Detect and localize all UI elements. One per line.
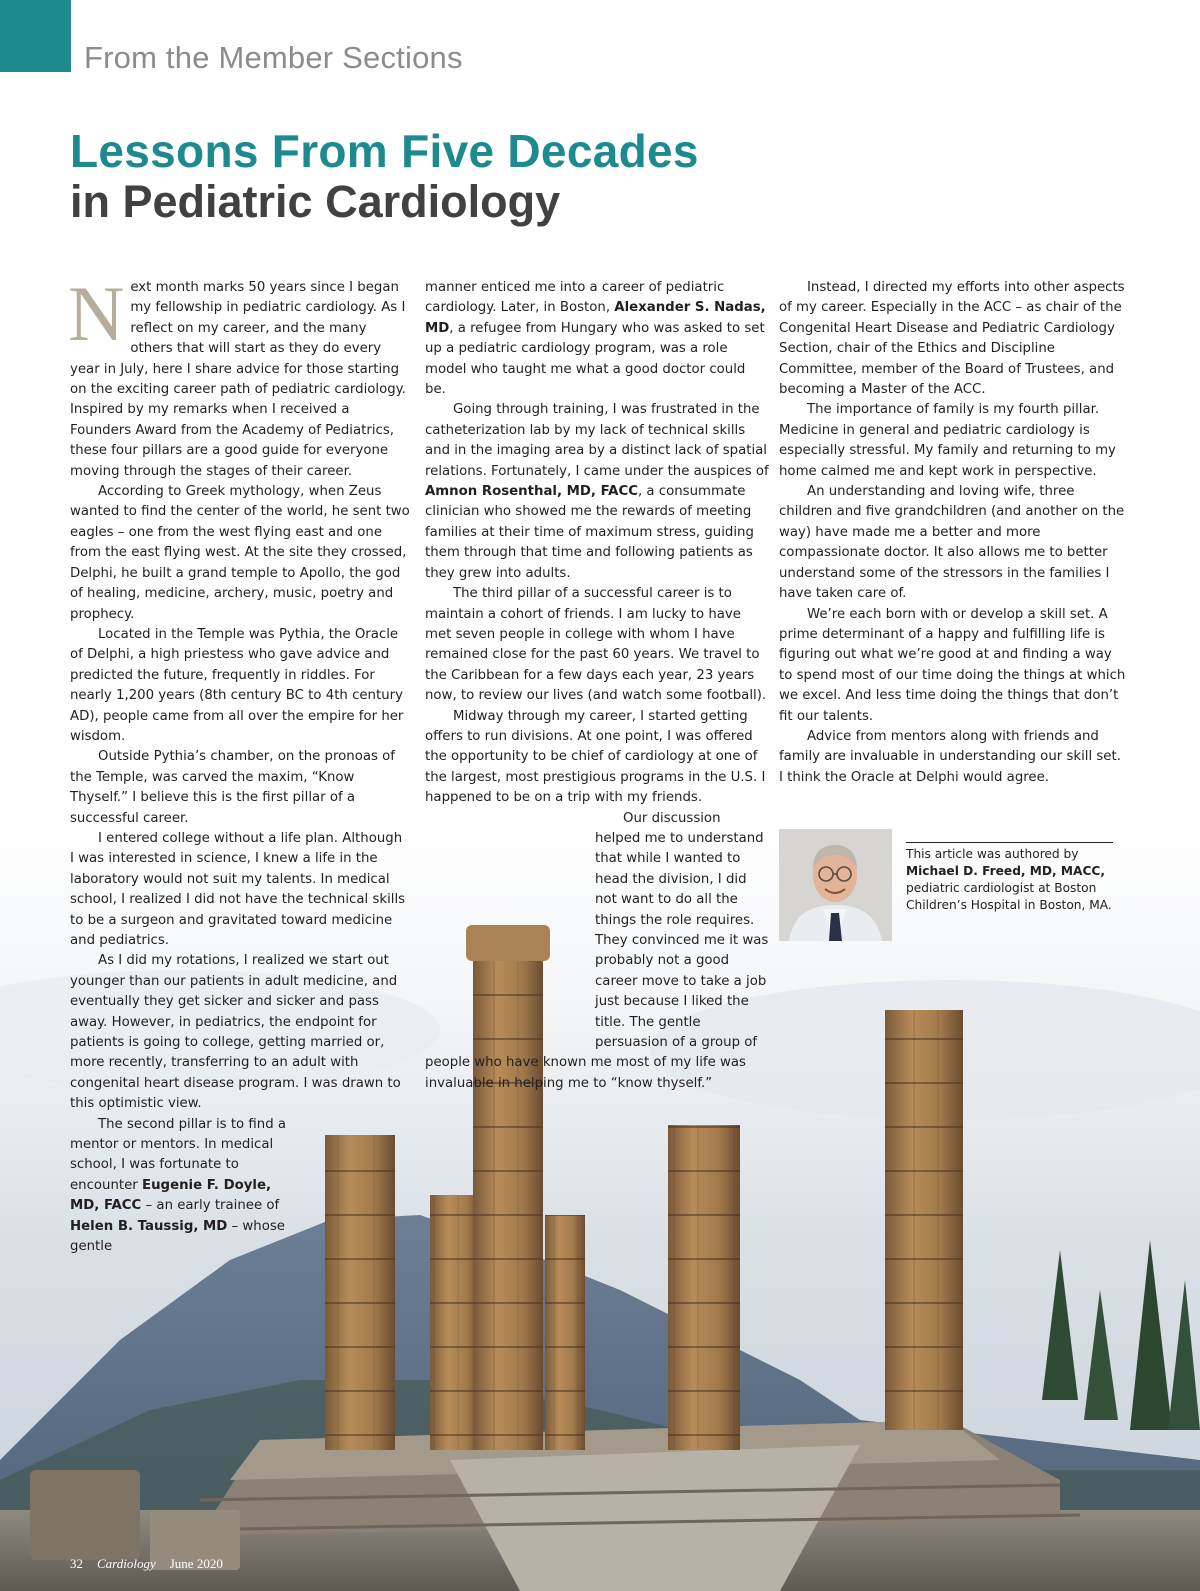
paragraph: Our discussion helped me to understand that while I wanted to head the division, I did not want to do all the things the role requires. They convinced me it was probably not a good career move to take a job just because I liked the title. The gentle persuasion of a group of people who have known me most of my life was invaluable in helping me to “know thyself.” <box>425 810 769 1091</box>
paragraph: As I did my rotations, I realized we start out younger than our patients in adult medicine, and eventually they get sicker and sicker and pass away. However, in pediatrics, the endpoint for patients is going to college, getting married or, more recently, transferring to an adult with congenital heart disease program. I was drawn to this optimistic view. <box>70 953 401 1112</box>
author-portrait-icon <box>779 829 892 941</box>
mentor-name: Helen B. Taussig, MD <box>70 1218 228 1234</box>
paragraph: We’re each born with or develop a skill set. A prime determinant of a happy and fulfilling life is figuring out what we’re good at and finding a way to spend most of our time doing the things at which we excel. And less time doing the things that don’t fit our talents. <box>779 606 1126 724</box>
article-subtitle: in Pediatric Cardiology <box>70 176 561 227</box>
paragraph: According to Greek mythology, when Zeus wanted to find the center of the world, he sent two eagles – one from the west flying east and one from the east flying west. At the site they crossed, Delphi, he built a grand temple to Apollo, the god of healing, medicine, archery, music, poetry and prophecy. <box>70 484 410 622</box>
paragraph: I entered college without a life plan. Although I was interested in science, I knew a life in the laboratory would not suit my talents. In medical school, I realized I did not have the technical skills to be a surgeon and gravitated toward medicine and pediatrics. <box>70 830 406 948</box>
mentor-name: Alexander S. Nadas, MD <box>425 300 766 336</box>
author-credit <box>906 846 1121 914</box>
article-column-3 <box>779 278 1129 788</box>
author-intro: This article was authored by <box>906 847 1079 861</box>
paragraph: An understanding and loving wife, three children and five grandchildren (and another on the way) have made me a better and more compassionate doctor. It also allows me to better understand some of the stressors in the families I have taken care of. <box>779 484 1125 602</box>
paragraph: Next month marks 50 years since I began my fellowship in pediatric cardiology. As I reflect on my career, and the many others that will start as they do every year in July, here I share advice for those starting on the exciting career path of pediatric cardiology. Inspired by my remarks when I received a Founders Award from the Academy of Pediatrics, these four pillars are a good guide for everyone moving through the stages of their career. <box>68 270 406 479</box>
paragraph: manner enticed me into a career of pediatric cardiology. Later, in Boston, Alexander S. Nadas, MD, a refugee from Hungary who was asked to set up a pediatric cardiology program, was a role model who taught me what a good doctor could be. <box>425 280 766 398</box>
page-footer <box>70 1556 223 1572</box>
drop-cap: N <box>68 270 125 357</box>
article-column-2 <box>425 278 770 1094</box>
author-photo <box>779 829 892 941</box>
magazine-name: Cardiology <box>97 1556 156 1571</box>
section-color-tab <box>0 0 71 72</box>
paragraph: Midway through my career, I started getting offers to run divisions. At one point, I was offered the opportunity to be chief of cardiology at one of the largest, most prestigious programs in the U.S. I happened to be on a trip with my friends. <box>425 708 766 806</box>
mentor-name: Amnon Rosenthal, MD, FACC <box>425 484 638 500</box>
page-number: 32 <box>70 1556 83 1571</box>
author-role: pediatric cardiologist at Boston Children’s Hospital in Boston, MA. <box>906 881 1112 912</box>
issue-date: June 2020 <box>169 1556 223 1571</box>
paragraph: Going through training, I was frustrated in the catheterization lab by my lack of technical skills and in the imaging area by a distinct lack of spatial relations. Fortunately, I came under the auspices of Amnon Rosenthal, MD, FACC, a consummate clinician who showed me the rewards of meeting families at their time of maximum stress, guiding them through that time and following patients as they grew into adults. <box>425 402 769 581</box>
paragraph: The second pillar is to find a mentor or mentors. In medical school, I was fortunate to encounter Eugenie F. Doyle, MD, FACC – an early trainee of Helen B. Taussig, MD – whose gentle <box>70 1116 287 1255</box>
mentor-name: Eugenie F. Doyle, MD, FACC <box>70 1177 272 1214</box>
author-name: Michael D. Freed, MD, MACC, <box>906 864 1105 878</box>
paragraph: The third pillar of a successful career is to maintain a cohort of friends. I am lucky to have met seven people in college with whom I have remained close for the past 60 years. We travel to the Caribbean for a few days each year, 23 years now, to review our lives (and watch some football). <box>425 586 767 704</box>
author-divider <box>906 842 1113 843</box>
paragraph: Advice from mentors along with friends and family are invaluable in understanding our skill set. I think the Oracle at Delphi would agree. <box>779 728 1121 785</box>
paragraph: The importance of family is my fourth pillar. Medicine in general and pediatric cardiology is especially stressful. My family and returning to my home calmed me and kept work in perspective. <box>779 402 1116 479</box>
paragraph: Instead, I directed my efforts into other aspects of my career. Especially in the ACC – as chair of the Congenital Heart Disease and Pediatric Cardiology Section, chair of the Ethics and Discipline Committee, member of the Board of Trustees, and becoming a Master of the ACC. <box>779 280 1125 398</box>
article-title: Lessons From Five Decades <box>70 125 699 177</box>
paragraph: Located in the Temple was Pythia, the Oracle of Delphi, a high priestess who gave advice and predicted the future, frequently in riddles. For nearly 1,200 years (8th century BC to 4th century AD), people came from all over the empire for her wisdom. <box>70 626 404 744</box>
paragraph: Outside Pythia’s chamber, on the pronoas of the Temple, was carved the maxim, “Know Thyself.” I believe this is the first pillar of a successful career. <box>70 749 395 826</box>
section-label: From the Member Sections <box>84 40 463 75</box>
article-column-1 <box>68 270 410 1258</box>
